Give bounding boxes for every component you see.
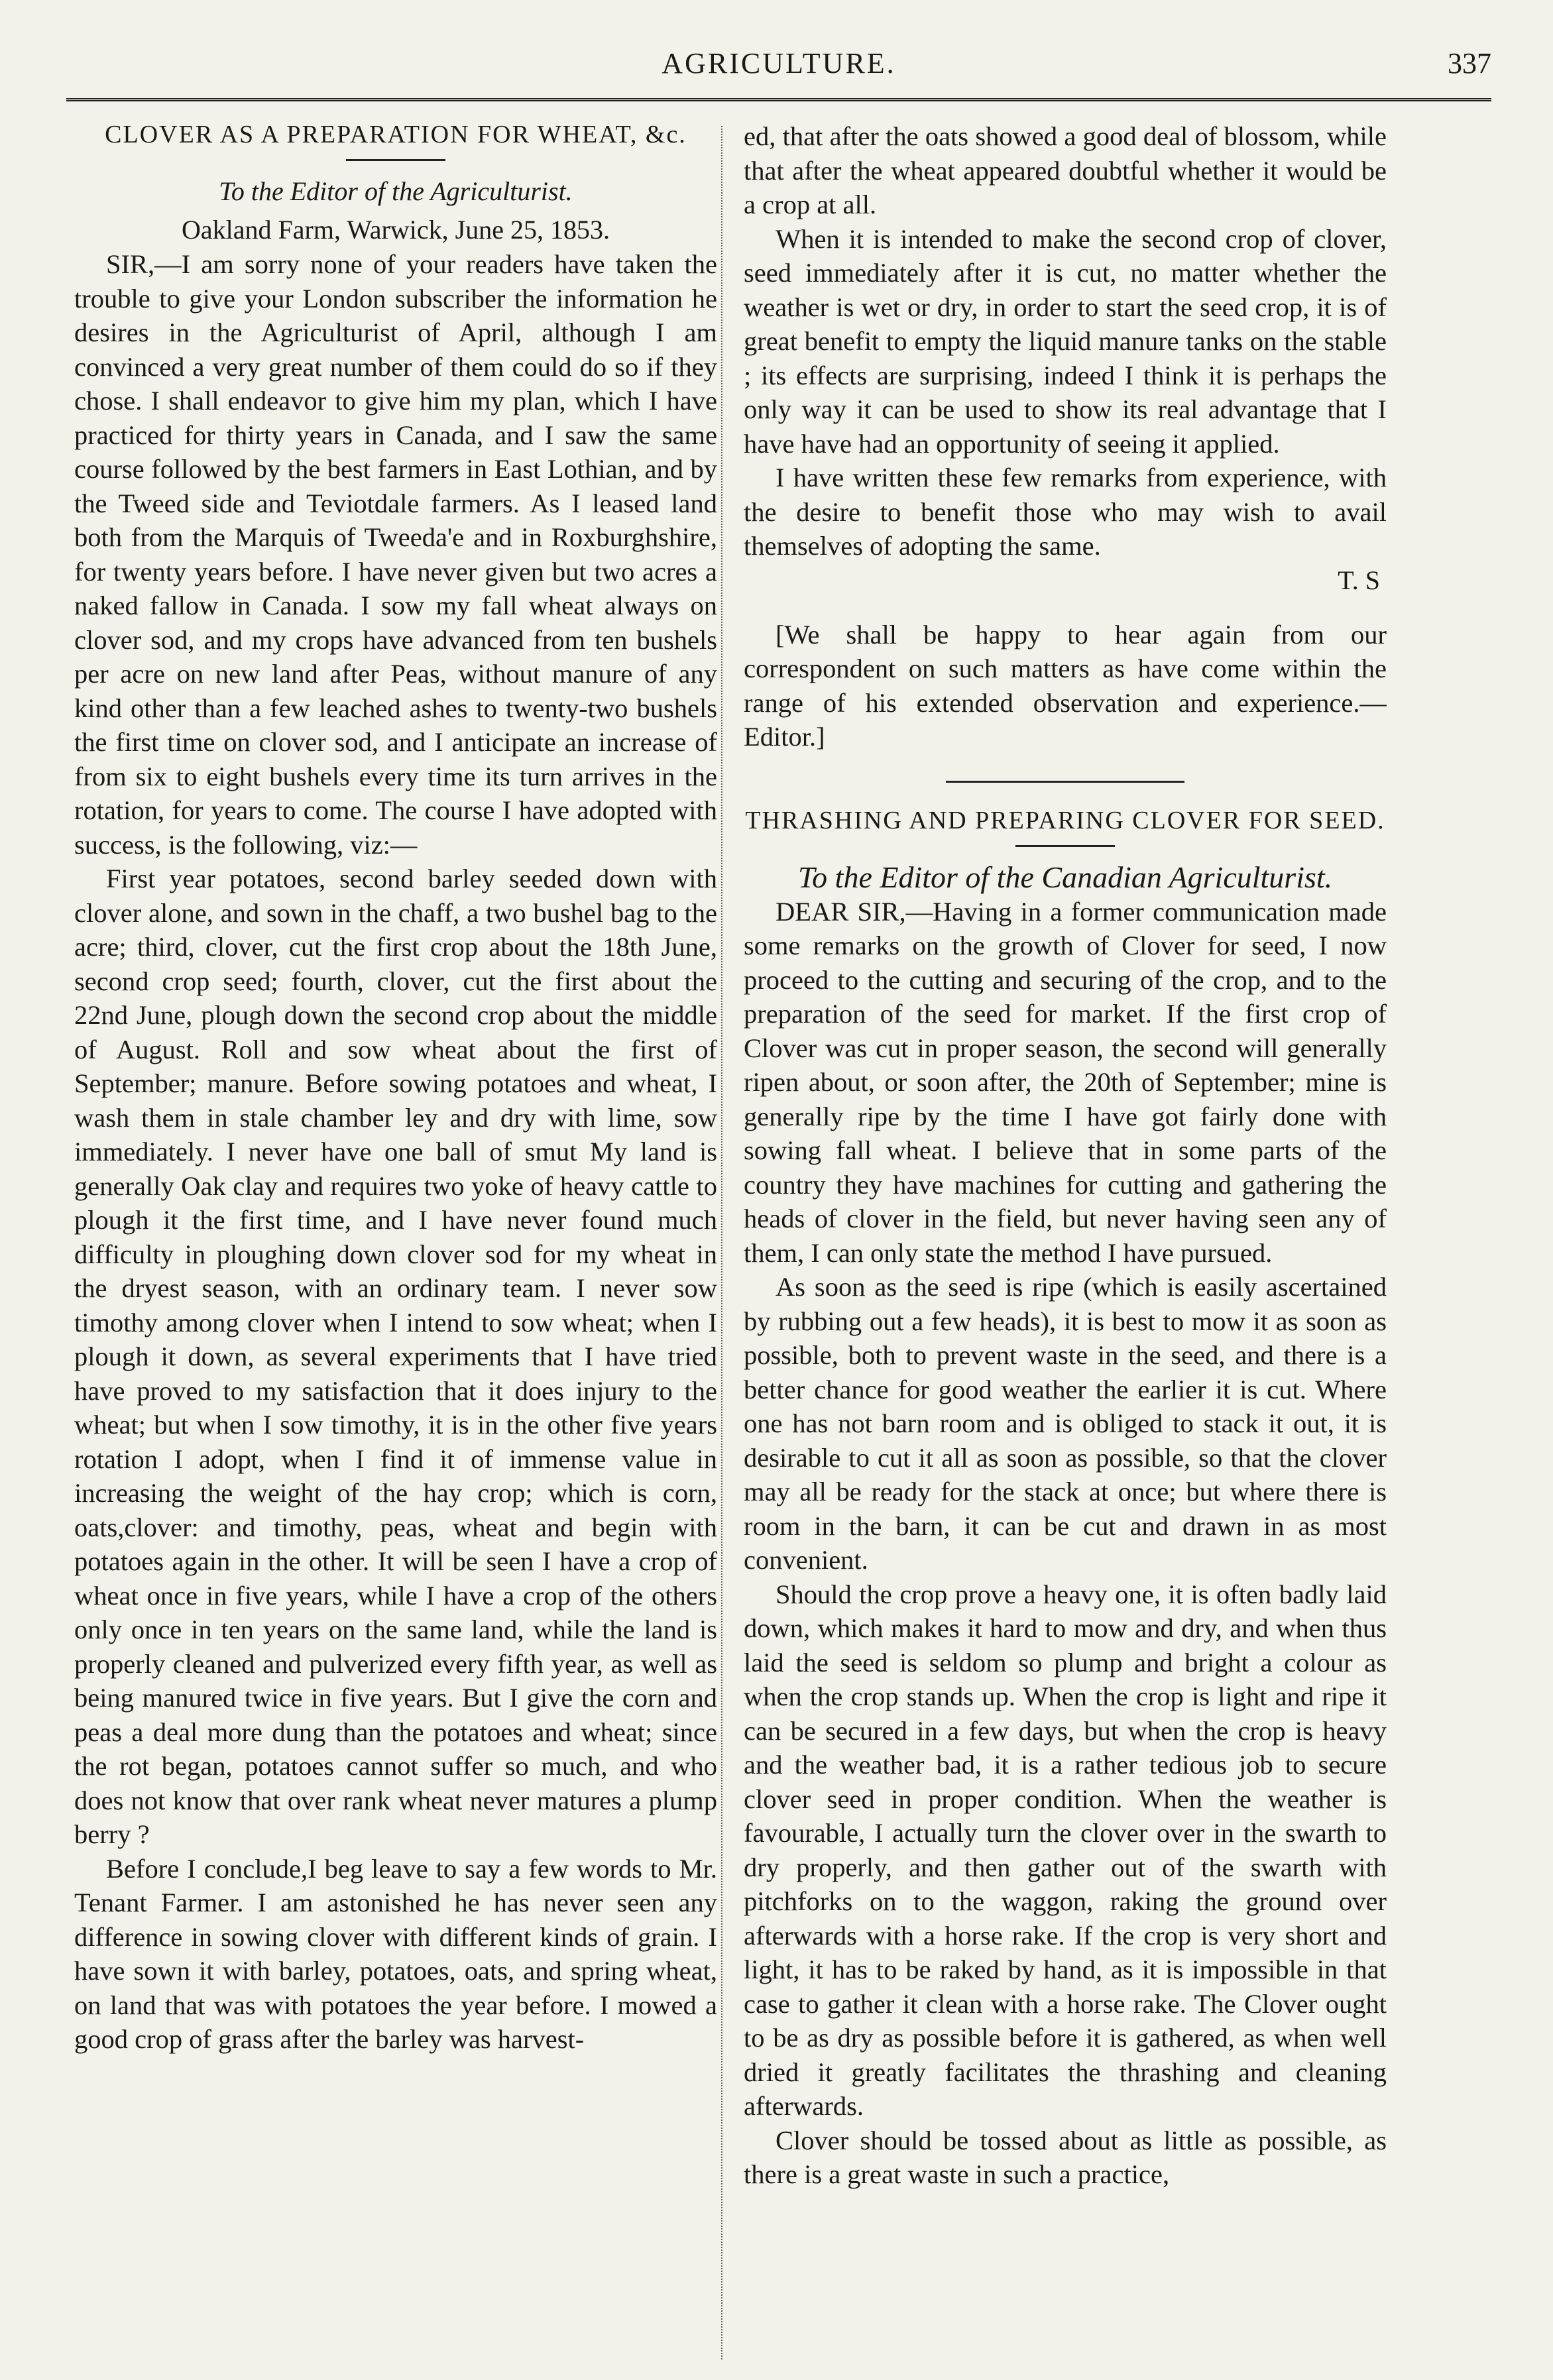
left-column: [74, 119, 717, 2366]
article-heading-clover-wheat: CLOVER AS A PREPARATION FOR WHEAT, &c.: [105, 121, 687, 148]
body-paragraph: DEAR SIR,—Having in a former communication made some remarks on the growth of Clover for seed, I now proceed to the cutting and securing of the crop, and to the preparation of the seed for market. If the first crop of Clover was cut in proper season, the second will generally ripen about, or soon after, the 20th of September; mine is generally ripe by the time I have got fairly done with sowing fall wheat. I believe that in some parts of the country they have machines for cutting and gathering the heads of clover in the field, but never having seen any of them, I can only state the method I have pursued.: [744, 896, 1387, 1268]
to-editor-line: To the Editor of the Agriculturist.: [219, 176, 573, 206]
body-paragraph: First year potatoes, second barley seeded down with clover alone, and sown in the chaff, a two bushel bag to the acre; third, clover, cut the first crop about the 18th June, second crop seed; fourth, clover, cut the first about the 22nd June, plough down the second crop about the middle of August. Roll and sow wheat about the first of September; manure. Before sowing potatoes and wheat, I wash them in stale chamber ley and dry with lime, sow immediately. I never have one ball of smut My land is generally Oak clay and requires two yoke of heavy cattle to plough it the first time, and I have never found much difficulty in ploughing down clover sod for my wheat in the dryest season, with an ordinary team. I never sow timothy among clover when I intend to sow wheat; when I plough it down, as several experiments that I have tried have proved to my satisfaction that it does injury to the wheat; but when I sow timothy, it is in the other five years rotation I adopt, when I find it of immense value in increasing the weight of the hay crop; which is corn, oats,clover: and timothy, peas, wheat and begin with potatoes again in the other. It will be seen I have a crop of wheat once in five years, while I have a crop of the others only once in ten years on the same land, while the land is properly cleaned and pulverized every fifth year, as well as being manured twice in five years. But I give the corn and peas a deal more dung than the potatoes and wheat; since the rot began, potatoes cannot suffer so much, and who does not know that over rank wheat never matures a plump berry ?: [74, 864, 717, 1849]
page-number: 337: [1448, 47, 1491, 80]
body-paragraph: SIR,—I am sorry none of your readers have taken the trouble to give your London subscriber the information he desires in the Agriculturist of April, although I am convinced a very great number of them could do so if they chose. I shall endeavor to give him my plan, which I have practiced for thirty years in Canada, and I saw the same course followed by the best farmers in East Lothian, and by the Tweed side and Teviotdale farmers. As I leased land both from the Marquis of Tweeda'e and in Roxburghshire, for twenty years before. I have never given but two acres a naked fallow in Canada. I sow my fall wheat always on clover sod, and my crops have advanced from ten bushels per acre on new land after Peas, without manure of any kind other than a few leached ashes to twenty-two bushels the first time on clover sod, and I anticipate an increase of from six to eight bushels every time its turn arrives in the rotation, for years to come. The course I have adopted with success, is the following, viz:—: [74, 249, 717, 860]
to-editor-line: To the Editor of the Canadian Agriculturist.: [797, 860, 1333, 894]
header-rule: [66, 98, 1491, 101]
body-paragraph: ed, that after the oats showed a good deal of blossom, while that after the wheat appeared doubtful whether it would be a crop at all.: [744, 121, 1387, 219]
body-paragraph: Clover should be tossed about as little as possible, as there is a great waste in such a practice,: [744, 2125, 1387, 2189]
body-paragraph: Should the crop prove a heavy one, it is often badly laid down, which makes it hard to mow and dry, and when thus laid the seed is seldom so plump and bright a colour as when the crop stands up. When the crop is light and ripe it can be secured in a few days, but when the crop is heavy and the weather bad, it is a rather tedious job to secure clover seed in proper condition. When the weather is favourable, I actually turn the clover over in the swarth to dry properly, and then gather out of the swarth with pitchforks on to the waggon, raking the ground over afterwards with a horse rake. If the crop is very short and light, it has to be raked by hand, as it is impossible in that case to gather it clean with a horse rake. The Clover ought to be as dry as possible before it is gathered, as when well dried it greatly facilitates the thrashing and cleaning afterwards.: [744, 1579, 1387, 2121]
running-head: [66, 46, 1491, 86]
section-rule: [946, 781, 1184, 783]
body-paragraph: When it is intended to make the second crop of clover, seed immediately after it is cut, no matter whether the weather is wet or dry, in order to start the seed crop, it is of great benefit to empty the liquid manure tanks on the stable ; its effects are surprising, indeed I think it is perhaps the only way it can be used to show its real advantage that I have have had an opportunity of seeing it applied.: [744, 223, 1387, 459]
body-paragraph: Before I conclude,I beg leave to say a few words to Mr. Tenant Farmer. I am astonished he has never seen any difference in sowing clover with different kinds of grain. I have sown it with barley, potatoes, oats, and spring wheat, on land that was with potatoes the year before. I mowed a good crop of grass after the barley was harvest-: [74, 1853, 717, 2054]
signature: T. S: [1338, 565, 1380, 595]
dateline: Oakland Farm, Warwick, June 25, 1853.: [182, 215, 610, 245]
body-paragraph: I have written these few remarks from experience, with the desire to benefit those who may wish to avail themselves of adopting the same.: [744, 463, 1387, 561]
heading-rule: [1015, 845, 1115, 847]
article-heading-thrashing-clover: THRASHING AND PREPARING CLOVER FOR SEED.: [745, 806, 1385, 834]
running-title: AGRICULTURE.: [661, 47, 896, 80]
editor-note: [We shall be happy to hear again from our correspondent on such matters as have come within the range of his extended observation and experience.—Editor.]: [744, 619, 1387, 752]
column-divider: [721, 126, 722, 2359]
right-column: [744, 119, 1387, 2366]
heading-rule: [346, 159, 445, 161]
body-paragraph: As soon as the seed is ripe (which is easily ascertained by rubbing out a few heads), it is best to mow it as soon as possible, both to prevent waste in the seed, and there is a better chance for good weather the earlier it is cut. Where one has not barn room and is obliged to stack it out, it is desirable to cut it all as soon as possible, so that the clover may all be ready for the stack at once; but where there is room in the barn, it can be cut and drawn in as most convenient.: [744, 1272, 1387, 1575]
